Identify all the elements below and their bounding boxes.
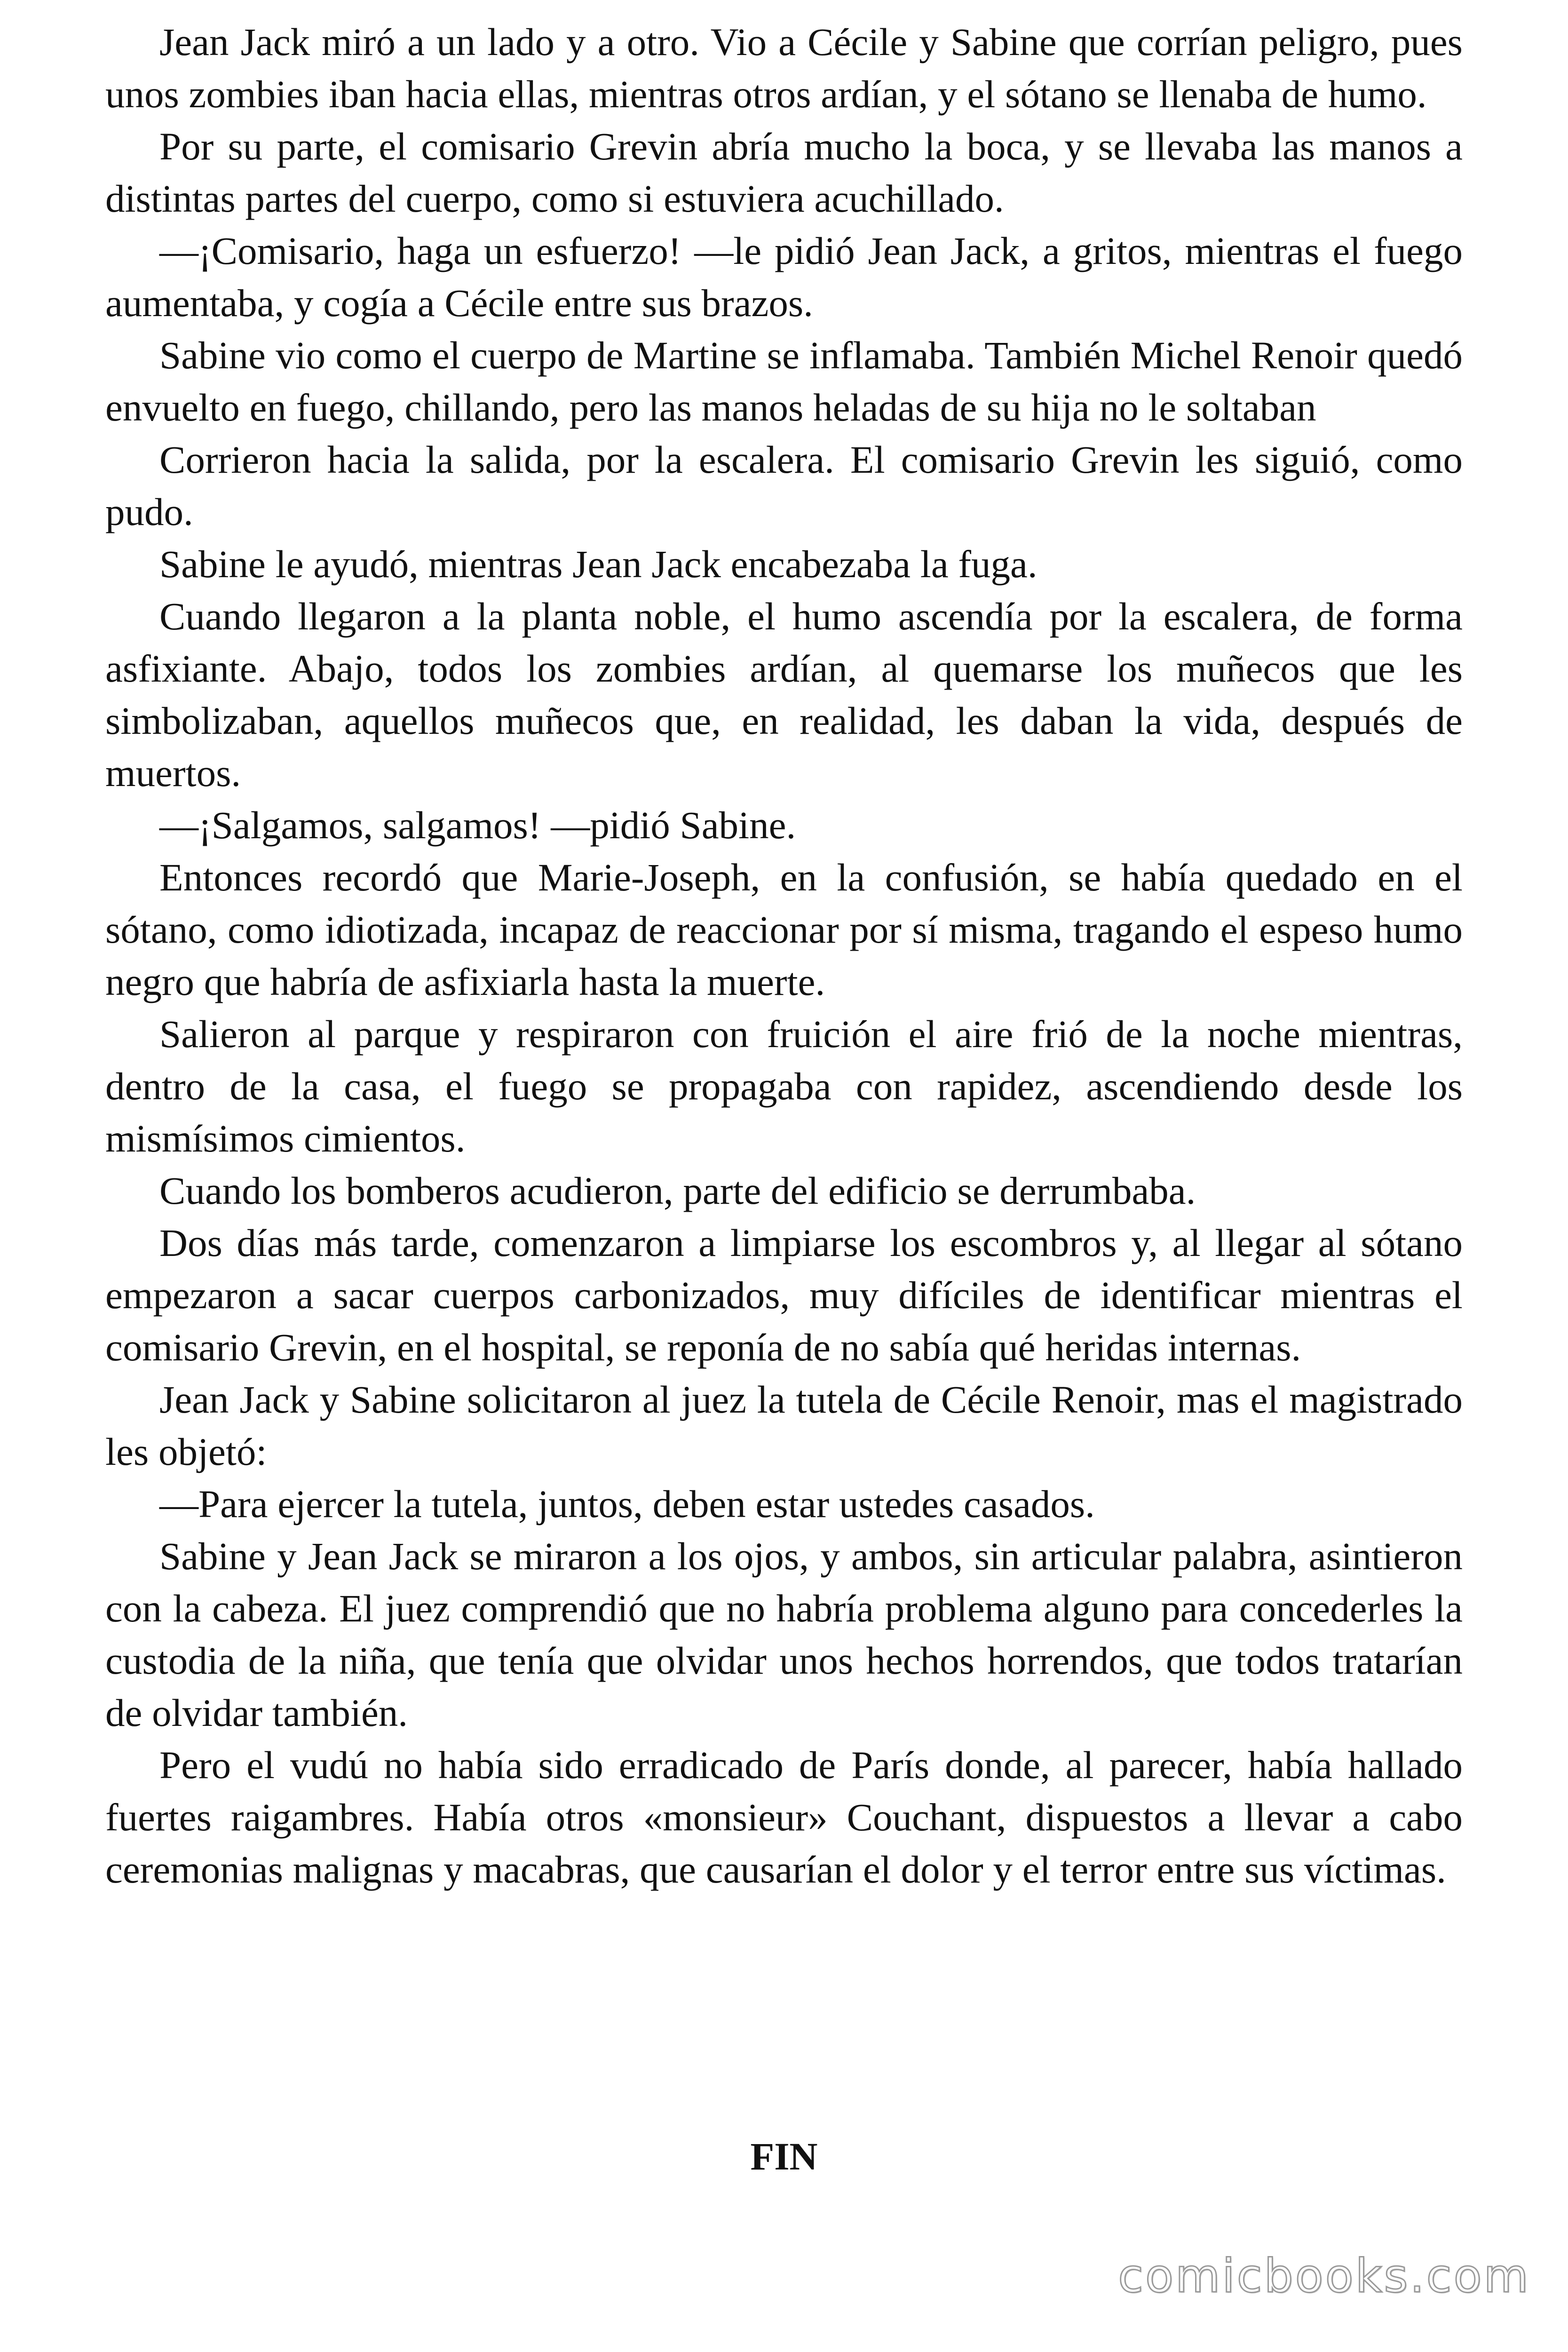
paragraph: Cuando los bomberos acudieron, parte del edificio se derrumbaba. (159, 1169, 1196, 1212)
paragraph: —Para ejercer la tutela, juntos, deben estar ustedes casados. (159, 1482, 1095, 1526)
paragraph: Cuando llegaron a la planta noble, el humo ascendía por la escalera, de forma asfixiante. Abajo, todos los zombies ardían, al quemarse los muñecos que les simbolizaban, aquellos muñecos que, en realidad, les daban la vida, después de muertos. (105, 595, 1463, 795)
paragraph: Sabine y Jean Jack se miraron a los ojos, y ambos, sin articular palabra, asintieron con la cabeza. El juez comprendió que no habría problema alguno para concederles la custodia de la niña, que tenía que olvidar unos hechos horrendos, que todos tratarían de olvidar también. (105, 1534, 1463, 1734)
paragraph: Dos días más tarde, comenzaron a limpiarse los escombros y, al llegar al sótano empezaron a sacar cuerpos carbonizados, muy difíciles de identificar mientras el comisario Grevin, en el hospital, se reponía de no sabía qué heridas internas. (105, 1221, 1463, 1369)
paragraph: Entonces recordó que Marie-Joseph, en la confusión, se había quedado en el sótano, como idiotizada, incapaz de reaccionar por sí misma, tragando el espeso humo negro que habría de asfixiarla hasta la muerte. (105, 856, 1463, 1003)
paragraph: —¡Salgamos, salgamos! —pidió Sabine. (159, 803, 796, 847)
paragraph: Sabine vio como el cuerpo de Martine se inflamaba. También Michel Renoir quedó envuelto en fuego, chillando, pero las manos heladas de su hija no le soltaban (105, 334, 1463, 429)
paragraph: —¡Comisario, haga un esfuerzo! —le pidió Jean Jack, a gritos, mientras el fuego aumentaba, y cogía a Cécile entre sus brazos. (105, 229, 1463, 325)
body-text (105, 16, 1463, 1896)
paragraph: Sabine le ayudó, mientras Jean Jack encabezaba la fuga. (159, 542, 1037, 586)
paragraph: Salieron al parque y respiraron con fruición el aire frió de la noche mientras, dentro de la casa, el fuego se propagaba con rapidez, ascendiendo desde los mismísimos cimientos. (105, 1012, 1463, 1160)
paragraph: Corrieron hacia la salida, por la escalera. El comisario Grevin les siguió, como pudo. (105, 438, 1463, 533)
paragraph: Jean Jack y Sabine solicitaron al juez la tutela de Cécile Renoir, mas el magistrado les objetó: (105, 1378, 1463, 1473)
end-label: FIN (750, 2135, 818, 2178)
watermark-logo: comicbooks.com (1118, 2249, 1530, 2303)
paragraph: Por su parte, el comisario Grevin abría mucho la boca, y se llevaba las manos a distintas partes del cuerpo, como si estuviera acuchillado. (105, 125, 1463, 220)
paragraph: Pero el vudú no había sido erradicado de París donde, al parecer, había hallado fuertes raigambres. Había otros «monsieur» Couchant, dispuestos a llevar a cabo ceremonias malignas y macabras, que causarían el dolor y el terror entre sus víctimas. (105, 1743, 1463, 1891)
paragraph: Jean Jack miró a un lado y a otro. Vio a Cécile y Sabine que corrían peligro, pues unos zombies iban hacia ellas, mientras otros ardían, y el sótano se llenaba de humo. (105, 20, 1463, 116)
